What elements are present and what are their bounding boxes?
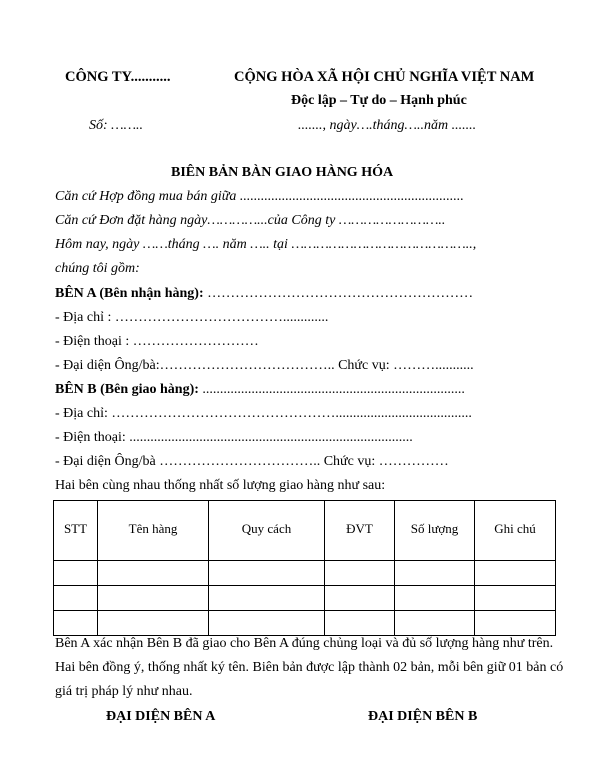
- table-row: [54, 611, 556, 636]
- table-cell: [98, 611, 209, 636]
- party-a-heading: BÊN A (Bên nhận hàng):: [55, 286, 204, 301]
- column-header-stt: STT: [54, 501, 98, 561]
- document-title: BIÊN BẢN BÀN GIAO HÀNG HÓA: [171, 165, 394, 180]
- preamble-parties: chúng tôi gồm:: [55, 261, 140, 276]
- table-cell: [54, 611, 98, 636]
- table-row: [54, 561, 556, 586]
- column-header-specification: Quy cách: [209, 501, 325, 561]
- party-a-heading-line: [55, 287, 473, 301]
- closing-validity: giá trị pháp lý như nhau.: [55, 684, 193, 699]
- table-cell: [475, 561, 556, 586]
- table-cell: [475, 611, 556, 636]
- party-b-name-fill: ...........................................................................: [198, 382, 465, 397]
- party-a-representative: - Đại diện Ông/bà:……………………………….. Chức vụ: ………...........: [55, 358, 474, 373]
- table-cell: [98, 586, 209, 611]
- party-a-address: - Địa chỉ : ……………………………….............: [55, 310, 329, 325]
- table-cell: [395, 611, 475, 636]
- party-b-heading: BÊN B (Bên giao hàng):: [55, 382, 199, 397]
- table-cell: [209, 586, 325, 611]
- party-b-heading-line: [55, 383, 465, 397]
- table-cell: [325, 586, 395, 611]
- table-cell: [475, 586, 556, 611]
- nation-title: CỘNG HÒA XÃ HỘI CHỦ NGHĨA VIỆT NAM: [234, 69, 535, 85]
- signature-label-party-a: ĐẠI DIỆN BÊN A: [106, 709, 216, 724]
- column-header-unit: ĐVT: [325, 501, 395, 561]
- table-cell: [395, 586, 475, 611]
- table-cell: [325, 611, 395, 636]
- party-b-representative: - Đại diện Ông/bà …………………………….. Chức vụ: ……………: [55, 454, 449, 469]
- signature-label-party-b: ĐẠI DIỆN BÊN B: [368, 709, 478, 724]
- party-a-phone: - Điện thoại : ………………………: [55, 334, 259, 349]
- table-cell: [54, 586, 98, 611]
- table-cell: [98, 561, 209, 586]
- table-cell: [395, 561, 475, 586]
- closing-confirmation: Bên A xác nhận Bên B đã giao cho Bên A đúng chủng loại và đủ số lượng hàng như trên.: [55, 636, 554, 651]
- preamble-contract: Căn cứ Hợp đồng mua bán giữa ................................................................: [55, 189, 464, 204]
- table-cell: [209, 611, 325, 636]
- column-header-item-name: Tên hàng: [98, 501, 209, 561]
- goods-table: [53, 500, 556, 636]
- party-b-address: - Địa chỉ: ………………………………………….......................................: [55, 406, 472, 421]
- date-line: ......., ngày….tháng…..năm .......: [298, 118, 477, 133]
- table-cell: [325, 561, 395, 586]
- preamble-order: Căn cứ Đơn đặt hàng ngày…………...của Công ty ……………………..: [55, 213, 446, 228]
- national-motto: Độc lập – Tự do – Hạnh phúc: [291, 93, 467, 108]
- column-header-quantity: Số lượng: [395, 501, 475, 561]
- preamble-date-place: Hôm nay, ngày ……tháng …. năm ….. tại ……………………………………..,: [55, 237, 477, 252]
- table-row: [54, 586, 556, 611]
- party-a-name-fill: …………………………………………………: [203, 286, 474, 301]
- column-header-note: Ghi chú: [475, 501, 556, 561]
- table-cell: [209, 561, 325, 586]
- document-number: Số: ……..: [89, 118, 144, 133]
- goods-table-header: [54, 501, 556, 561]
- closing-agreement: Hai bên đồng ý, thống nhất ký tên. Biên bản được lập thành 02 bản, mỗi bên giữ 01 bản có: [55, 660, 564, 675]
- company-name: CÔNG TY...........: [65, 69, 171, 85]
- table-cell: [54, 561, 98, 586]
- agreement-intro: Hai bên cùng nhau thống nhất số lượng giao hàng như sau:: [55, 478, 386, 493]
- party-b-phone: - Điện thoại: .................................................................................: [55, 430, 413, 445]
